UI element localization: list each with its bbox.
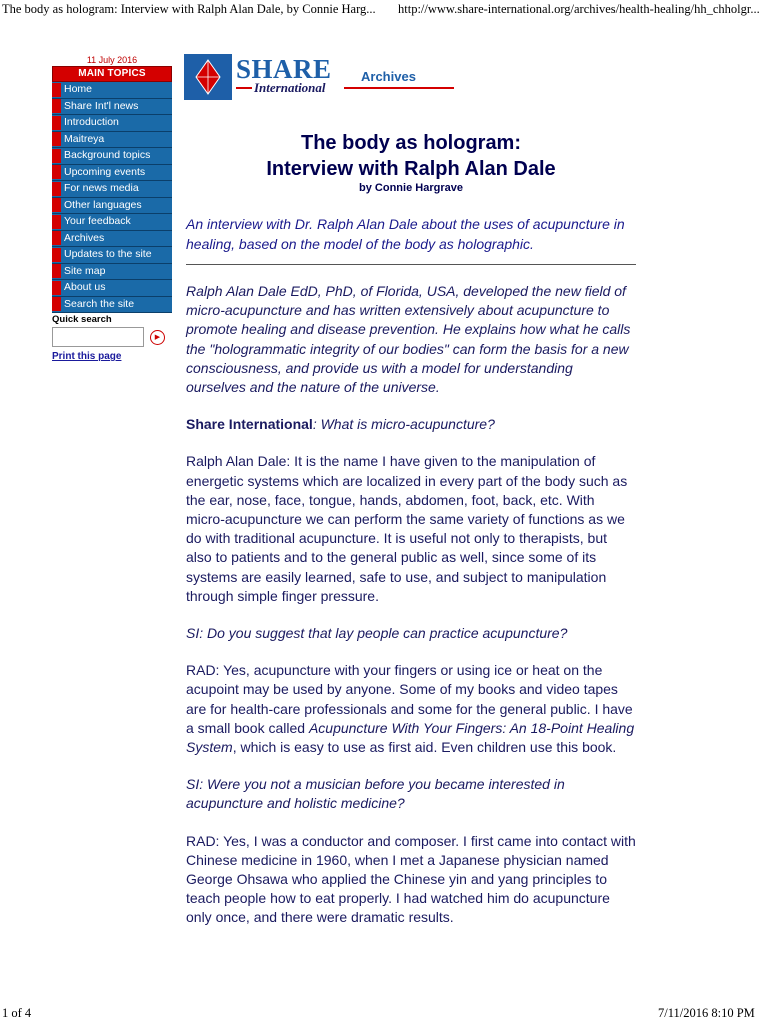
nav-item-label: Background topics [64,149,151,162]
nav-item-label: Introduction [64,116,119,129]
nav-item-label: Site map [64,264,106,277]
bullet-square-icon [52,264,61,278]
divider [186,264,636,265]
nav-item-label: Upcoming events [64,165,146,178]
bullet-square-icon [52,165,61,179]
bullet-square-icon [52,182,61,196]
nav-item-other-languages[interactable] [52,198,172,215]
nav-item-share-intl-news[interactable] [52,99,172,116]
nav-item-label: Maitreya [64,132,105,145]
question-3: SI: Were you not a musician before you became interested in acupuncture and holistic medicine? [186,776,565,812]
nav-item-label: About us [64,281,106,294]
article-title [186,130,636,182]
share-international-logo[interactable] [184,54,454,100]
current-date: 11 July 2016 [86,55,138,65]
bullet-square-icon [52,198,61,212]
print-header [0,0,768,20]
question-1 [186,415,636,434]
nav-item-label: Updates to the site [64,248,152,261]
quick-search-input[interactable] [52,327,144,347]
nav-item-about-us[interactable] [52,280,172,297]
nav-item-archives[interactable] [52,231,172,248]
title-line-1: The body as hologram: [300,132,522,154]
go-arrow-icon[interactable]: ▶ [150,330,165,345]
page-number: 1 of 4 [2,1006,32,1020]
nav-item-site-map[interactable] [52,264,172,281]
byline: by Connie Hargrave [359,182,463,194]
answer-2 [186,661,636,757]
nav-item-home[interactable] [52,82,172,99]
section-label: Archives [361,69,416,84]
logo-rule-left [236,87,252,89]
answer-1: Ralph Alan Dale: It is the name I have given to the manipulation of energetic systems which are localized in every part of the body such as the ear, nose, face, tongue, hands, abdomen, foot, back, etc. With micro-acupuncture we can perform the same variety of functions as we do with traditional acupuncture. It is useful not only to therapists, but also to patients and to the general public as well, since some of its systems are easily learned, safe to use, and subject to manipulation through simple finger pressure. [186,453,628,604]
quick-search-label: Quick search [52,314,112,325]
main-topics-heading: MAIN TOPICS [52,66,172,82]
answer-3: RAD: Yes, I was a conductor and composer. I first came into contact with Chinese medicine in 1960, when I met a Japanese physician named George Ohsawa who applied the Chinese yin and yang principles to teach people how to eat properly. I had watched him do acupuncture only once, and there were dramatic results. [186,832,636,926]
nav-item-label: Search the site [64,297,135,310]
logo-brand: SHARE [236,54,332,84]
answer-2-text-end: , which is easy to use as first aid. Even children use this book. [232,739,617,756]
nav-item-updates[interactable] [52,247,172,264]
interviewer-name: Share International [186,416,313,433]
lead-paragraph: Ralph Alan Dale EdD, PhD, of Florida, USA, developed the new field of micro-acupuncture and has written extensively about acupuncture to promote healing and disease prevention. He explains how what he calls the "hologrammatic integrity of our bodies" can form the basis for a new consciousness, and provide us with a model for understanding ourselves and the nature of the universe. [186,283,631,396]
question-1-text: : What is micro-acupuncture? [312,416,495,433]
bullet-square-icon [52,281,61,295]
bullet-square-icon [52,116,61,130]
bullet-square-icon [52,132,61,146]
answer-2-text: RAD: Yes, acupuncture with your fingers or using ice or heat on the acupoint may be used by anyone. Some of my books and video tapes are for health-care professionals and some for the general public. I have a small book called [186,662,633,736]
book-title: Acupuncture With Your Fingers: An 18-Point Healing System [186,719,635,756]
bullet-square-icon [52,215,61,229]
nav-item-search-the-site[interactable] [52,297,172,314]
bullet-square-icon [52,83,61,97]
bullet-square-icon [52,231,61,245]
nav-item-your-feedback[interactable] [52,214,172,231]
title-line-2: Interview with Ralph Alan Dale [266,158,556,180]
nav-item-label: For news media [64,182,139,195]
nav-item-label: Share Int'l news [64,99,139,112]
nav-item-for-news-media[interactable] [52,181,172,198]
quick-search-row [52,327,172,347]
bullet-square-icon [52,248,61,262]
bullet-square-icon [52,99,61,113]
nav-item-upcoming-events[interactable] [52,165,172,182]
bullet-square-icon [52,297,61,311]
print-url: http://www.share-international.org/archives/health-healing/hh_chholgr... [398,2,760,16]
print-date: 7/11/2016 8:10 PM [658,1006,755,1020]
sidebar [52,54,172,347]
article [186,130,636,928]
nav-item-background-topics[interactable] [52,148,172,165]
article-intro: An interview with Dr. Ralph Alan Dale about the uses of acupuncture in healing, based on the model of the body as holographic. [186,216,625,252]
print-page-title: The body as hologram: Interview with Ralph Alan Dale, by Connie Harg... [2,2,376,16]
diamond-logo-icon [184,54,232,100]
diamond-icon [184,54,232,100]
print-page-link[interactable]: Print this page [52,351,122,362]
nav-item-label: Your feedback [64,215,131,228]
logo-rule-right [344,87,454,89]
nav-item-label: Other languages [64,198,142,211]
nav-item-introduction[interactable] [52,115,172,132]
main-nav [52,82,172,313]
bullet-square-icon [52,149,61,163]
nav-item-maitreya[interactable] [52,132,172,149]
nav-item-label: Archives [64,231,105,244]
nav-item-label: Home [64,83,93,96]
question-2: SI: Do you suggest that lay people can practice acupuncture? [186,625,568,642]
logo-subtitle: International [254,80,326,95]
